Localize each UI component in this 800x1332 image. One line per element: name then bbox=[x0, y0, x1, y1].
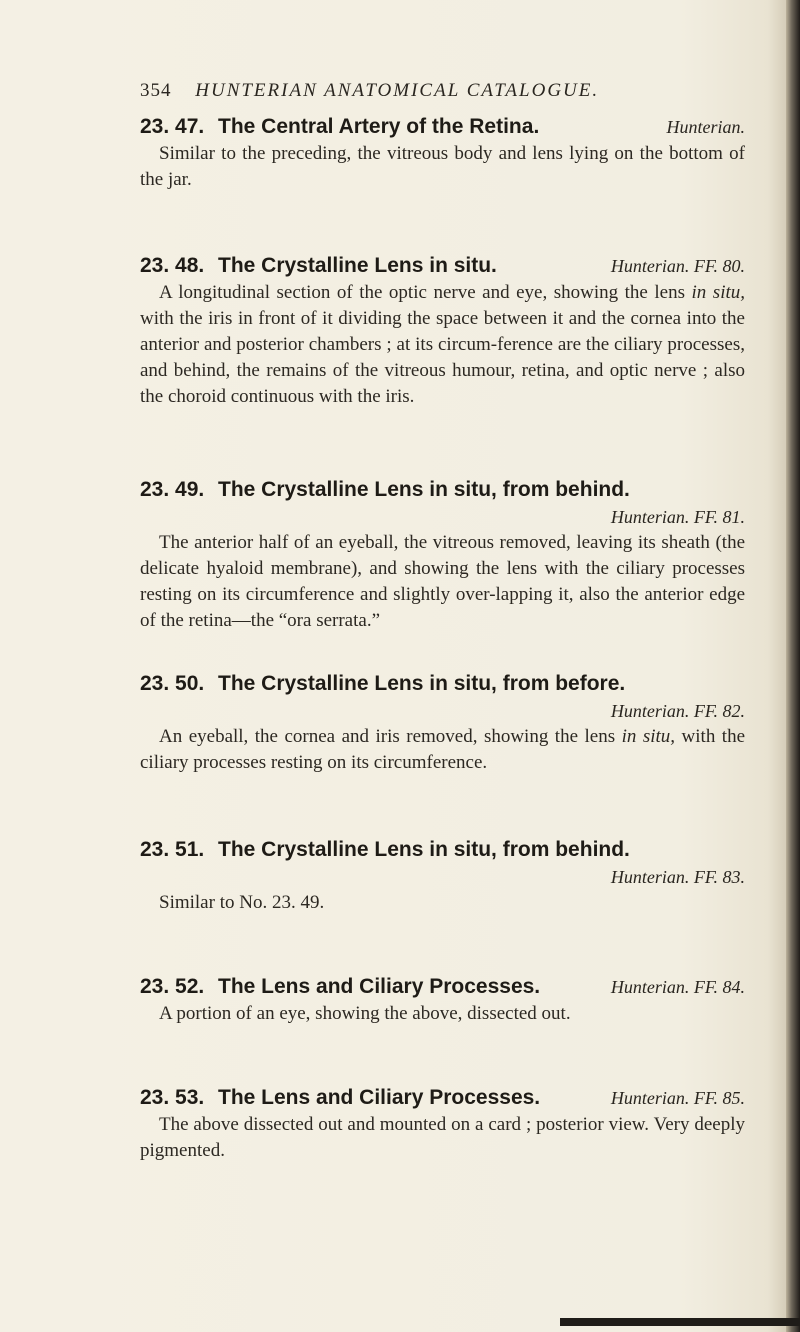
catalogue-entry bbox=[140, 1084, 745, 1164]
entry-source: Hunterian. bbox=[666, 117, 745, 137]
entry-heading bbox=[140, 113, 745, 141]
entry-title: The Crystalline Lens in situ, from behind. bbox=[218, 838, 630, 861]
entry-number: 23. 47. bbox=[140, 115, 205, 138]
entry-title: The Central Artery of the Retina. bbox=[218, 115, 540, 138]
entry-description-part: A longitudinal section of the optic nerve and eye, showing the lens bbox=[159, 282, 685, 303]
entry-number: 23. 52. bbox=[140, 975, 205, 998]
entry-number: 23. 48. bbox=[140, 254, 205, 277]
entry-description bbox=[140, 724, 745, 776]
entry-description: Similar to the preceding, the vitreous body and lens lying on the bottom of the jar. bbox=[140, 143, 745, 190]
entry-heading bbox=[140, 973, 745, 1001]
entry-description-italic: in situ, bbox=[621, 726, 676, 747]
entry-source: Hunterian. FF. 84. bbox=[610, 977, 745, 997]
page-number: 354 bbox=[140, 80, 172, 101]
entry-number: 23. 49. bbox=[140, 478, 205, 501]
entry-description bbox=[140, 280, 745, 410]
catalogue-entry bbox=[140, 973, 745, 1027]
catalogue-entry bbox=[140, 476, 745, 634]
entry-number: 23. 50. bbox=[140, 672, 205, 695]
entry-title: The Lens and Ciliary Processes. bbox=[218, 975, 541, 998]
entry-heading bbox=[140, 1084, 745, 1112]
entry-description-italic: in situ, bbox=[691, 282, 745, 303]
catalogue-entry bbox=[140, 252, 745, 410]
entry-description-part: with the iris in front of it dividing the space between it and the cornea into the anterior and posterior chambers ; at its circum-ference are the ciliary processes, and behind, the remains of the vitreous humour, retina, and optic nerve ; also the choroid continuous with the iris. bbox=[140, 308, 745, 407]
running-header bbox=[140, 80, 700, 106]
entry-heading bbox=[140, 836, 745, 864]
entry-title: The Crystalline Lens in situ, from behind. bbox=[218, 478, 630, 501]
entry-description: A portion of an eye, showing the above, dissected out. bbox=[159, 1003, 571, 1024]
catalogue-entry bbox=[140, 670, 745, 776]
entry-description: The anterior half of an eyeball, the vitreous removed, leaving its sheath (the delicate hyaloid membrane), and showing the lens with the ciliary processes resting on its circumference and slightly over-lapping it, also the anterior edge of the retina—the “ora serrata.” bbox=[140, 532, 745, 631]
page-edge-shadow bbox=[786, 0, 800, 1332]
entry-title: The Crystalline Lens in situ. bbox=[218, 254, 497, 277]
running-title: HUNTERIAN ANATOMICAL CATALOGUE. bbox=[195, 80, 600, 101]
entry-title: The Lens and Ciliary Processes. bbox=[218, 1086, 541, 1109]
bottom-rule bbox=[560, 1318, 800, 1326]
entry-source: Hunterian. FF. 80. bbox=[610, 256, 745, 276]
catalogue-entry bbox=[140, 836, 745, 916]
entry-source: Hunterian. FF. 81. bbox=[610, 507, 745, 527]
entry-number: 23. 51. bbox=[140, 838, 205, 861]
entry-description-part: An eyeball, the cornea and iris removed, showing the lens bbox=[159, 726, 622, 747]
entry-description: Similar to No. 23. 49. bbox=[159, 892, 325, 913]
catalogue-entry bbox=[140, 113, 745, 193]
entry-description-part: with the ciliary processes resting on its circumference. bbox=[140, 726, 746, 773]
entry-heading bbox=[140, 670, 745, 698]
entry-title: The Crystalline Lens in situ, from before. bbox=[218, 672, 626, 695]
entry-source: Hunterian. FF. 83. bbox=[610, 867, 745, 887]
entry-source: Hunterian. FF. 82. bbox=[610, 701, 745, 721]
entry-number: 23. 53. bbox=[140, 1086, 205, 1109]
entry-source: Hunterian. FF. 85. bbox=[610, 1088, 745, 1108]
entry-description: The above dissected out and mounted on a card ; posterior view. Very deeply pigmented. bbox=[140, 1114, 745, 1161]
entry-heading bbox=[140, 252, 745, 280]
entry-heading bbox=[140, 476, 745, 504]
